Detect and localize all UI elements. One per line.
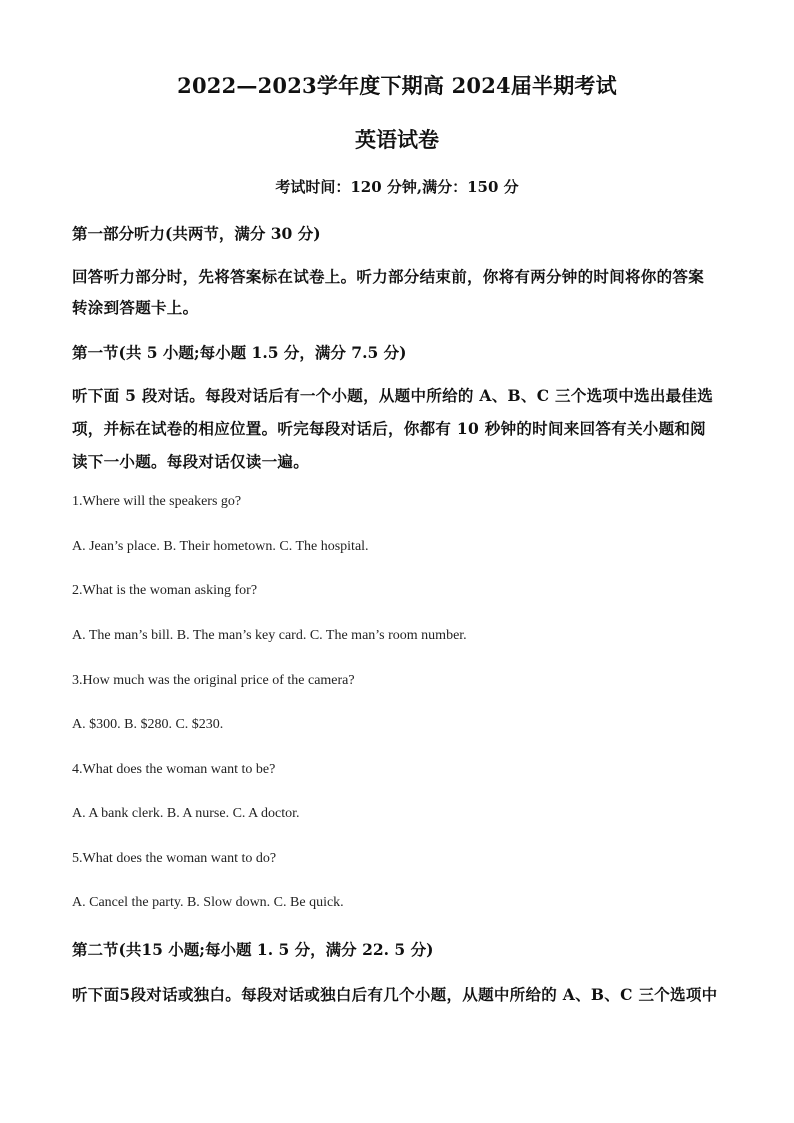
options-1: A. Jean’s place. B. Their hometown. C. The hospital.: [72, 539, 369, 554]
options-3: A. $300. B. $280. C. $230.: [72, 717, 224, 732]
question-2: 2.What is the woman asking for?: [72, 583, 258, 598]
question-5: 5.What does the woman want to do?: [72, 851, 277, 866]
exam-title: 2022—2023学年度下期高 2024届半期考试: [177, 73, 617, 98]
exam-info: 考试时间：120 分钟,满分：150 分: [275, 178, 519, 196]
exam-subject: 英语试卷: [355, 127, 439, 152]
section2-instruction-line1: 听下面5段对话或独白。每段对话或独白后有几个小题，从题中所给的 A、B、C 三个选项中: [72, 985, 718, 1004]
section1-instruction-line3: 读下一小题。每段对话仅读一遍。: [72, 452, 310, 471]
section1-heading: 第一节(共 5 小题;每小题 1.5 分，满分 7.5 分): [72, 343, 407, 362]
question-1: 1.Where will the speakers go?: [72, 494, 242, 509]
part1-instruction-line2: 转涂到答题卡上。: [72, 298, 199, 317]
part1-instruction-line1: 回答听力部分时，先将答案标在试卷上。听力部分结束前，你将有两分钟的时间将你的答案: [72, 267, 705, 286]
question-3: 3.How much was the original price of the camera?: [72, 673, 355, 688]
options-2: A. The man’s bill. B. The man’s key card. C. The man’s room number.: [72, 628, 467, 643]
section1-instruction-line1: 听下面 5 段对话。每段对话后有一个小题，从题中所给的 A、B、C 三个选项中选出最佳选: [72, 386, 714, 405]
options-4: A. A bank clerk. B. A nurse. C. A doctor.: [72, 806, 300, 821]
section1-instruction-line2: 项，并标在试卷的相应位置。听完每段对话后，你都有 10 秒钟的时间来回答有关小题和阅: [72, 419, 706, 438]
section2-heading: 第二节(共15 小题;每小题 1. 5 分，满分 22. 5 分): [72, 940, 434, 959]
options-5: A. Cancel the party. B. Slow down. C. Be quick.: [72, 895, 344, 910]
part1-heading: 第一部分听力(共两节，满分 30 分): [72, 224, 321, 243]
question-4: 4.What does the woman want to be?: [72, 762, 276, 777]
